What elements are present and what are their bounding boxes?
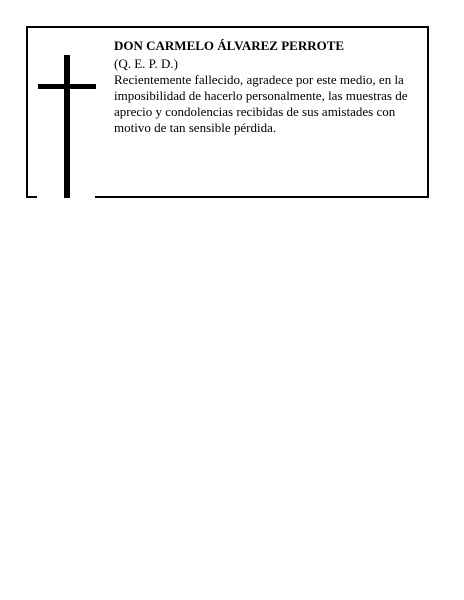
qepd-line: (Q. E. P. D.): [114, 56, 178, 71]
notice-text-block: [114, 38, 420, 136]
notice-body: Recientemente fallecido, agradece por este medio, en la imposibilidad de hacerlo personalmente, las muestras de aprecio y condolencias recibidas de sus amistades con motivo de tan sensible pérdida.: [114, 72, 408, 135]
deceased-name: DON CARMELO ÁLVAREZ PERROTE: [114, 38, 345, 53]
cross-icon: [64, 55, 70, 198]
cross-icon-bar: [38, 84, 96, 89]
